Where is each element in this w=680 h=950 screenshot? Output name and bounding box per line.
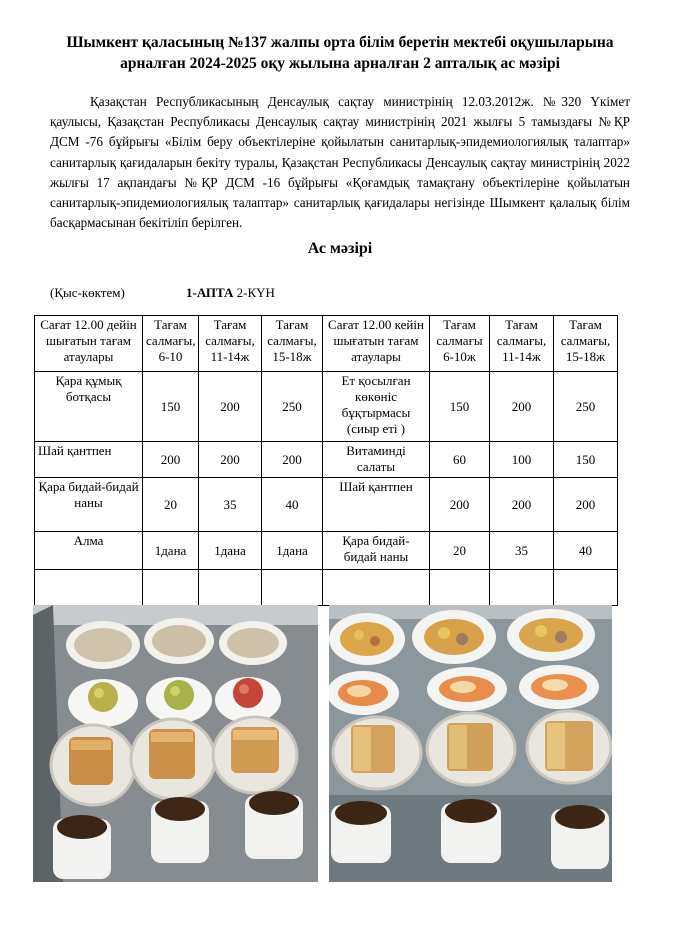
dish-name <box>35 570 143 606</box>
intro-paragraph: Қазақстан Республикасының Денсаулық сақтау министрінің 12.03.2012ж. №320 Үкімет қаулысы, Қазақстан Республикасы Денсаулық сақтау министрінің 2021 жылғы 5 тамыздағы №ҚР ДСМ -76 бұйрығы «Білім беру объектілеріне қойылатын санитарлық-эпидемиологиялық талаптар» санитарлық қағидаларын бекіту туралы, Қазақстан Республикасы Денсаулық сақтау министрінің 2022 жылғы 17 ақпандағы №ҚР ДСМ -16 бұйрығы «Қоғамдық тамақтану объектілеріне қойылатын санитарлық-эпидемиологиялық талаптар» санитарлық қағидалары негізінде Шымкент қалалық білім басқармасынан бекітіліп берілген. <box>50 94 630 231</box>
weight-cell: 200 <box>199 442 262 478</box>
weight-cell: 200 <box>430 478 490 532</box>
weight-cell <box>199 570 262 606</box>
weight-cell: 250 <box>262 372 323 442</box>
bread-basket-icon <box>427 713 515 785</box>
header-cell: Тағам салмағы, 11-14ж <box>199 316 262 372</box>
salad-plate-icon <box>329 671 399 715</box>
header-cell: Тағам салмағы, 11-14ж <box>490 316 554 372</box>
week-label: 1-АПТА <box>186 285 234 300</box>
weight-cell: 35 <box>199 478 262 532</box>
weight-cell: 40 <box>262 478 323 532</box>
dish-name: Шай қантпен <box>35 442 143 478</box>
dish-name: Қара бидай-бидай наны <box>35 478 143 532</box>
dish-name: Қара бидай-бидай наны <box>323 532 430 570</box>
header-cell: Тағам салмағы, 15-18ж <box>554 316 618 372</box>
weight-cell: 200 <box>199 372 262 442</box>
weight-cell <box>490 570 554 606</box>
weight-cell: 20 <box>430 532 490 570</box>
table-row <box>35 570 618 606</box>
weight-cell: 100 <box>490 442 554 478</box>
weight-cell: 150 <box>430 372 490 442</box>
season-label: (Қыс-көктем) <box>50 285 125 300</box>
day-label: 2-КҮН <box>233 285 275 300</box>
porridge-bowl-icon <box>144 618 214 664</box>
table-row <box>35 442 618 478</box>
weight-cell: 200 <box>490 478 554 532</box>
table-row <box>35 532 618 570</box>
weight-cell <box>430 570 490 606</box>
tea-cup-icon <box>551 805 609 869</box>
tea-cup-icon <box>151 797 209 863</box>
menu-heading: Ас мәзірі <box>307 240 373 257</box>
salad-plate-icon <box>427 667 507 711</box>
weight-cell: 200 <box>143 442 199 478</box>
title-line-2: арналған 2024-2025 оқу жылына арналған 2 апталық ас мәзірі <box>120 55 560 72</box>
weight-cell <box>554 570 618 606</box>
bread-basket-icon <box>333 717 421 789</box>
breakfast-tray-image <box>33 605 318 882</box>
weight-cell: 1дана <box>262 532 323 570</box>
apple-icon <box>68 679 138 727</box>
weight-cell <box>262 570 323 606</box>
weight-cell: 200 <box>262 442 323 478</box>
tea-cup-icon <box>441 799 501 863</box>
table-header-row <box>35 316 618 372</box>
header-cell: Сағат 12.00 дейін шығатын тағам атаулары <box>35 316 143 372</box>
tea-cup-icon <box>245 791 303 859</box>
header-cell: Тағам салмағы, 15-18ж <box>262 316 323 372</box>
weight-cell: 35 <box>490 532 554 570</box>
porridge-bowl-icon <box>219 621 287 665</box>
bread-basket-icon <box>213 717 297 793</box>
header-cell: Тағам салмағы 6-10ж <box>430 316 490 372</box>
weight-cell: 150 <box>554 442 618 478</box>
header-cell: Тағам салмағы, 6-10 <box>143 316 199 372</box>
weight-cell: 40 <box>554 532 618 570</box>
table-row <box>35 372 618 442</box>
dish-name <box>323 570 430 606</box>
lunch-tray-photo <box>329 605 612 882</box>
weight-cell <box>143 570 199 606</box>
dish-name: Ет қосылған көкөніс бұқтырмасы (сиыр еті ) <box>323 372 430 442</box>
stew-plate-icon <box>329 613 405 665</box>
dish-name: Витаминді салаты <box>323 442 430 478</box>
weight-cell: 150 <box>143 372 199 442</box>
weight-cell: 250 <box>554 372 618 442</box>
weight-cell: 200 <box>490 372 554 442</box>
breakfast-tray-photo <box>33 605 318 882</box>
stew-plate-icon <box>507 609 595 661</box>
bread-basket-icon <box>131 719 215 799</box>
apple-icon <box>146 677 212 723</box>
weight-cell: 200 <box>554 478 618 532</box>
bread-basket-icon <box>527 711 611 783</box>
tea-cup-icon <box>331 801 391 863</box>
salad-plate-icon <box>519 665 599 709</box>
dish-name: Шай қантпен <box>323 478 430 532</box>
lunch-tray-image <box>329 605 612 882</box>
porridge-bowl-icon <box>66 621 140 669</box>
dish-name: Қара құмық ботқасы <box>35 372 143 442</box>
document-title <box>40 32 640 74</box>
header-cell: Сағат 12.00 кейін шығатын тағам атаулары <box>323 316 430 372</box>
menu-table <box>34 315 618 606</box>
weight-cell: 20 <box>143 478 199 532</box>
weight-cell: 1дана <box>199 532 262 570</box>
tea-cup-icon <box>53 815 111 879</box>
bread-basket-icon <box>51 725 135 805</box>
dish-name: Алма <box>35 532 143 570</box>
week-day-label <box>186 285 275 301</box>
stew-plate-icon <box>412 610 496 664</box>
weight-cell: 60 <box>430 442 490 478</box>
title-line-1: Шымкент қаласының №137 жалпы орта білім беретін мектебі оқушыларына <box>66 34 614 51</box>
weight-cell: 1дана <box>143 532 199 570</box>
table-row <box>35 478 618 532</box>
